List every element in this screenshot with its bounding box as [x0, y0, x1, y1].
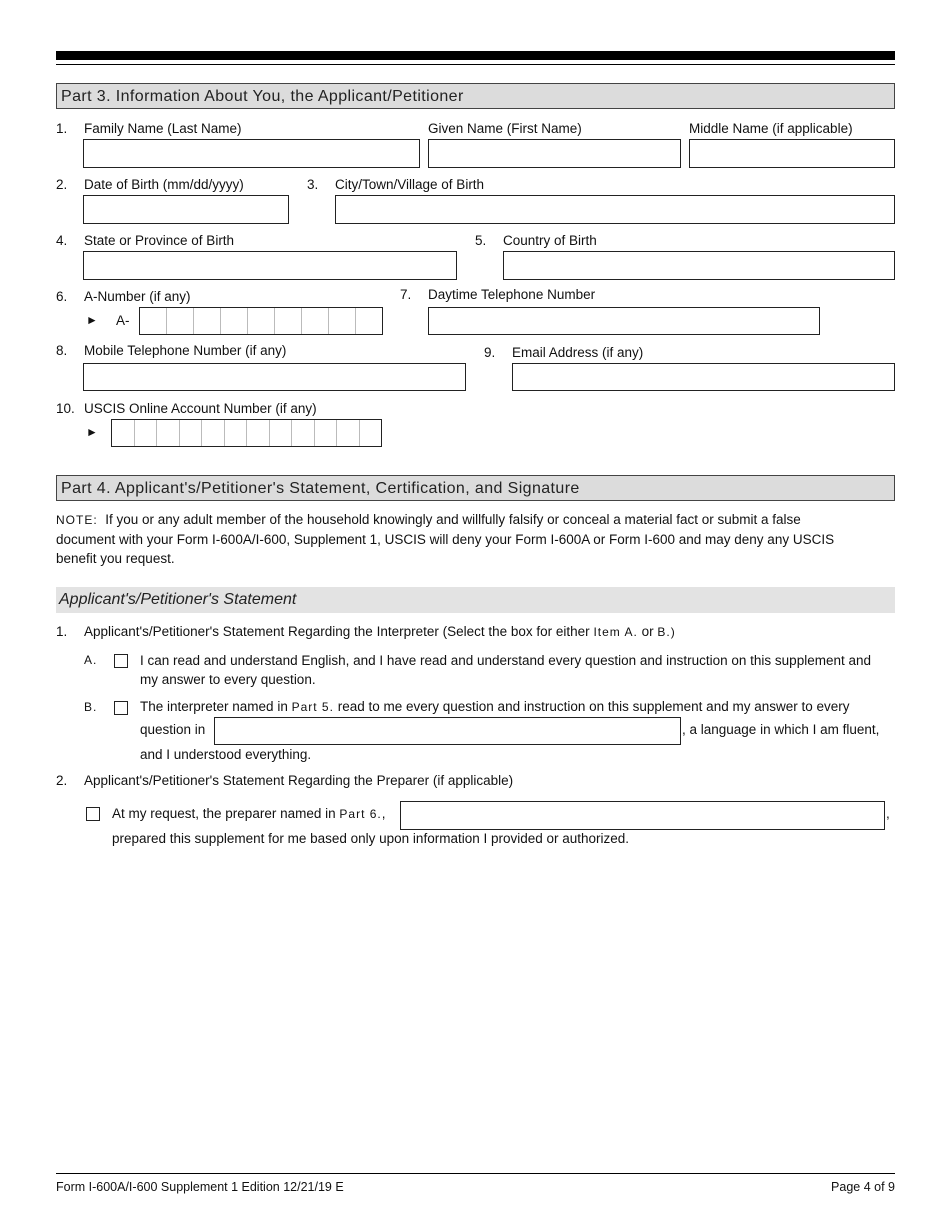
preparer-line-1-end: ,	[886, 806, 890, 821]
option-b-line-1	[140, 699, 850, 715]
part4-header: Part 4. Applicant's/Petitioner's Statement, Certification, and Signature	[56, 475, 895, 501]
option-b-line-2-pre: question in	[140, 722, 206, 737]
family-name-label: Family Name (Last Name)	[84, 121, 242, 136]
option-b-letter: B.	[84, 700, 98, 714]
uscis-account-input[interactable]	[111, 419, 382, 447]
mobile-phone-input[interactable]	[83, 363, 466, 391]
digit-cell	[112, 420, 134, 446]
preparer-name-input[interactable]	[400, 801, 885, 830]
top-rule-thick	[56, 51, 895, 60]
digit-cell	[247, 308, 274, 334]
option-b-line-1-pre: The interpreter named in	[140, 699, 288, 714]
digit-cell	[193, 308, 220, 334]
s2-text: Applicant's/Petitioner's Statement Regarding the Preparer (if applicable)	[84, 773, 514, 788]
digit-cell	[220, 308, 247, 334]
note-text-1: If you or any adult member of the household knowingly and willfully falsify or conceal a material fact or submit a false	[105, 512, 801, 527]
digit-cell	[269, 420, 292, 446]
option-b-line-2-post: , a language in which I am fluent,	[682, 722, 880, 737]
q10-number: 10.	[56, 401, 75, 416]
a-number-arrow-icon: ►	[86, 313, 98, 327]
a-number-cells	[140, 308, 382, 334]
option-a-checkbox[interactable]	[114, 654, 128, 668]
digit-cell	[314, 420, 337, 446]
digit-cell	[291, 420, 314, 446]
middle-name-label: Middle Name (if applicable)	[689, 121, 853, 136]
s1-text-main: Applicant's/Petitioner's Statement Regarding the Interpreter (Select the box for either	[84, 624, 590, 639]
digit-cell	[355, 308, 382, 334]
a-number-input[interactable]	[139, 307, 383, 335]
mobile-phone-label: Mobile Telephone Number (if any)	[84, 343, 287, 358]
digit-cell	[274, 308, 301, 334]
option-a-line-2: my answer to every question.	[140, 672, 316, 687]
given-name-label: Given Name (First Name)	[428, 121, 582, 136]
note-line-1	[56, 510, 895, 530]
state-of-birth-label: State or Province of Birth	[84, 233, 235, 248]
digit-cell	[201, 420, 224, 446]
footer-rule	[56, 1173, 895, 1174]
s1-ref-a: Item A.	[593, 625, 638, 639]
uscis-account-label: USCIS Online Account Number (if any)	[84, 401, 317, 416]
digit-cell	[134, 420, 157, 446]
note-text-3: benefit you request.	[56, 551, 175, 566]
q5-number: 5.	[475, 233, 487, 248]
q8-number: 8.	[56, 343, 68, 358]
digit-cell	[224, 420, 247, 446]
digit-cell	[328, 308, 355, 334]
digit-cell	[246, 420, 269, 446]
email-input[interactable]	[512, 363, 895, 391]
digit-cell	[336, 420, 359, 446]
digit-cell	[179, 420, 202, 446]
middle-name-input[interactable]	[689, 139, 895, 168]
city-of-birth-input[interactable]	[335, 195, 895, 224]
date-of-birth-label: Date of Birth (mm/dd/yyyy)	[84, 177, 244, 192]
option-b-checkbox[interactable]	[114, 701, 128, 715]
s2-number: 2.	[56, 773, 68, 788]
option-a-text	[140, 651, 895, 689]
digit-cell	[140, 308, 166, 334]
note-label: NOTE:	[56, 513, 98, 527]
interpreter-language-input[interactable]	[214, 717, 681, 745]
top-rule-thin	[56, 64, 895, 65]
preparer-line-2: prepared this supplement for me based only upon information I provided or authorized.	[112, 831, 630, 846]
q6-number: 6.	[56, 289, 68, 304]
preparer-line-1-pre: At my request, the preparer named in	[112, 806, 336, 821]
a-number-prefix: A-	[116, 313, 130, 328]
state-of-birth-input[interactable]	[83, 251, 457, 280]
digit-cell	[301, 308, 328, 334]
option-b-part5-ref: Part 5.	[291, 700, 334, 714]
daytime-phone-label: Daytime Telephone Number	[428, 287, 596, 302]
digit-cell	[359, 420, 382, 446]
uscis-account-cells	[112, 420, 381, 446]
country-of-birth-label: Country of Birth	[503, 233, 597, 248]
email-label: Email Address (if any)	[512, 345, 644, 360]
city-of-birth-label: City/Town/Village of Birth	[335, 177, 485, 192]
footer-page-number: Page 4 of 9	[831, 1180, 895, 1194]
option-b-line-3: and I understood everything.	[140, 747, 312, 762]
preparer-checkbox[interactable]	[86, 807, 100, 821]
s1-number: 1.	[56, 624, 68, 639]
s1-text	[84, 624, 676, 640]
q2-number: 2.	[56, 177, 68, 192]
part4-note	[56, 510, 895, 568]
preparer-part6-ref: Part 6.	[339, 807, 382, 821]
uscis-account-arrow-icon: ►	[86, 425, 98, 439]
footer-form-id: Form I-600A/I-600 Supplement 1 Edition 12/21/19 E	[56, 1180, 344, 1194]
q1-number: 1.	[56, 121, 68, 136]
preparer-line-1-comma: ,	[381, 806, 386, 821]
digit-cell	[166, 308, 193, 334]
q4-number: 4.	[56, 233, 68, 248]
option-a-letter: A.	[84, 653, 98, 667]
q9-number: 9.	[484, 345, 496, 360]
date-of-birth-input[interactable]	[83, 195, 289, 224]
note-text-2: document with your Form I-600A/I-600, Supplement 1, USCIS will deny your Form I-600A or Form I-600 and may deny any USCIS	[56, 532, 835, 547]
daytime-phone-input[interactable]	[428, 307, 820, 335]
option-b-line-1-post: read to me every question and instruction on this supplement and my answer to every	[337, 699, 850, 714]
given-name-input[interactable]	[428, 139, 681, 168]
option-a-line-1: I can read and understand English, and I have read and understand every question and instruction on this supplement and	[140, 653, 871, 668]
digit-cell	[156, 420, 179, 446]
statement-subheader: Applicant's/Petitioner's Statement	[56, 587, 895, 613]
part3-header: Part 3. Information About You, the Applicant/Petitioner	[56, 83, 895, 109]
s1-ref-b: B.)	[657, 625, 676, 639]
a-number-label: A-Number (if any)	[84, 289, 191, 304]
s1-or: or	[641, 624, 654, 639]
preparer-line-1	[112, 806, 386, 822]
q7-number: 7.	[400, 287, 412, 302]
family-name-input[interactable]	[83, 139, 420, 168]
q3-number: 3.	[307, 177, 319, 192]
country-of-birth-input[interactable]	[503, 251, 895, 280]
